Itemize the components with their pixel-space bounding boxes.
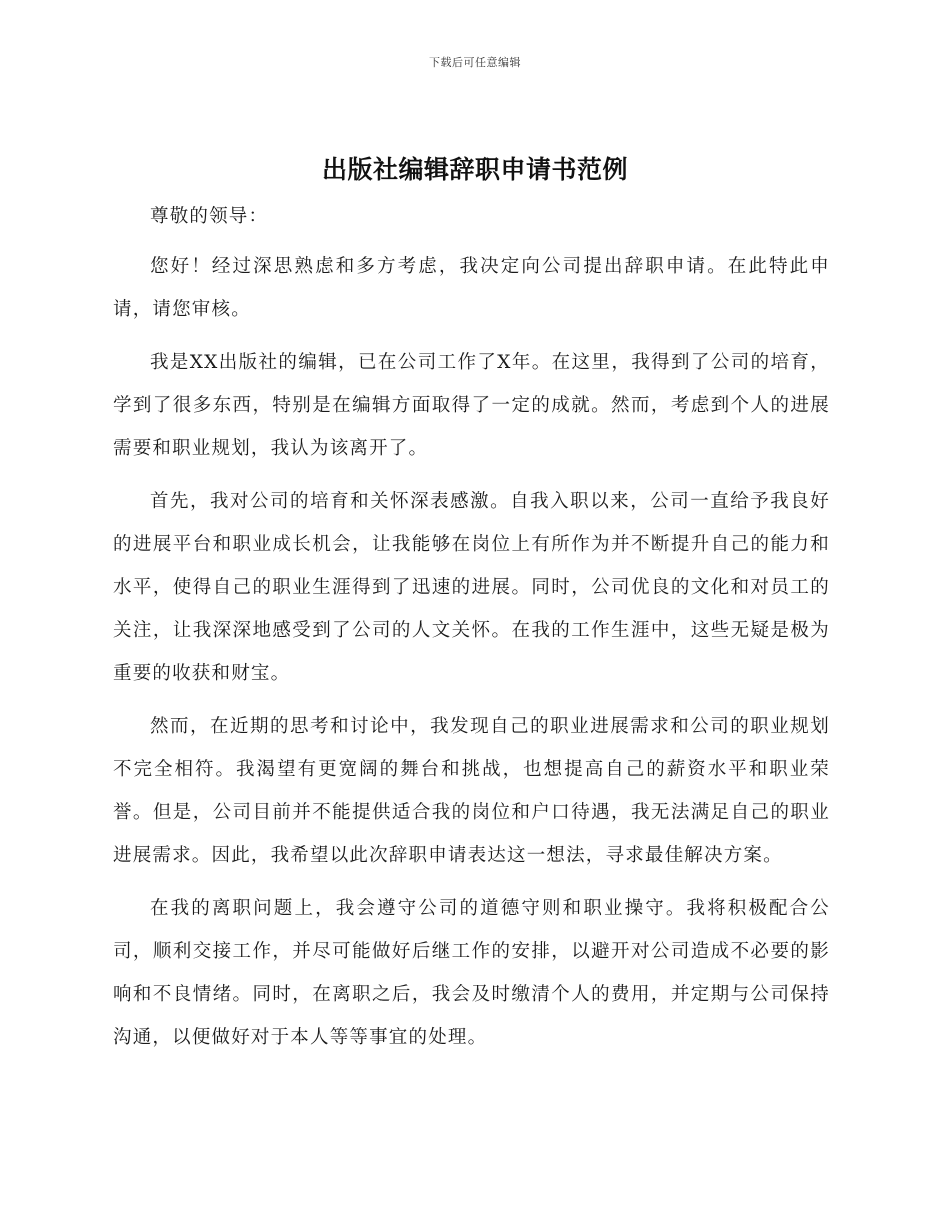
salutation: 尊敬的领导： <box>150 206 269 227</box>
page-header-note: 下载后可任意编辑 <box>429 56 521 69</box>
paragraph-reasons: 然而，在近期的思考和讨论中，我发现自己的职业进展需求和公司的职业规划不完全相符。我渴望有更宽阔的舞台和挑战，也想提高自己的薪资水平和职业荣誉。但是，公司目前并不能提供适合我的岗位和户口待遇，我无法满足自己的职业进展需求。因此，我希望以此次辞职申请表达这一想法，寻求最佳解决方案。 <box>113 716 830 866</box>
document-title: 出版社编辑辞职申请书范例 <box>321 155 628 184</box>
paragraph-greeting: 您好！经过深思熟虑和多方考虑，我决定向公司提出辞职申请。在此特此申请，请您审核。 <box>113 256 830 320</box>
paragraph-background: 我是XX出版社的编辑，已在公司工作了X年。在这里，我得到了公司的培育，学到了很多东西，特别是在编辑方面取得了一定的成就。然而，考虑到个人的进展需要和职业规划，我认为该离开了。 <box>113 352 830 459</box>
paragraph-handover: 在我的离职问题上，我会遵守公司的道德守则和职业操守。我将积极配合公司，顺利交接工作，并尽可能做好后继工作的安排，以避开对公司造成不必要的影响和不良情绪。同时，在离职之后，我会及时缴清个人的费用，并定期与公司保持沟通，以便做好对于本人等等事宜的处理。 <box>113 898 830 1048</box>
paragraph-gratitude: 首先，我对公司的培育和关怀深表感激。自我入职以来，公司一直给予我良好的进展平台和职业成长机会，让我能够在岗位上有所作为并不断提升自己的能力和水平，使得自己的职业生涯得到了迅速的进展。同时，公司优良的文化和对员工的关注，让我深深地感受到了公司的人文关怀。在我的工作生涯中，这些无疑是极为重要的收获和财宝。 <box>113 491 830 684</box>
document-body <box>113 195 830 1069</box>
